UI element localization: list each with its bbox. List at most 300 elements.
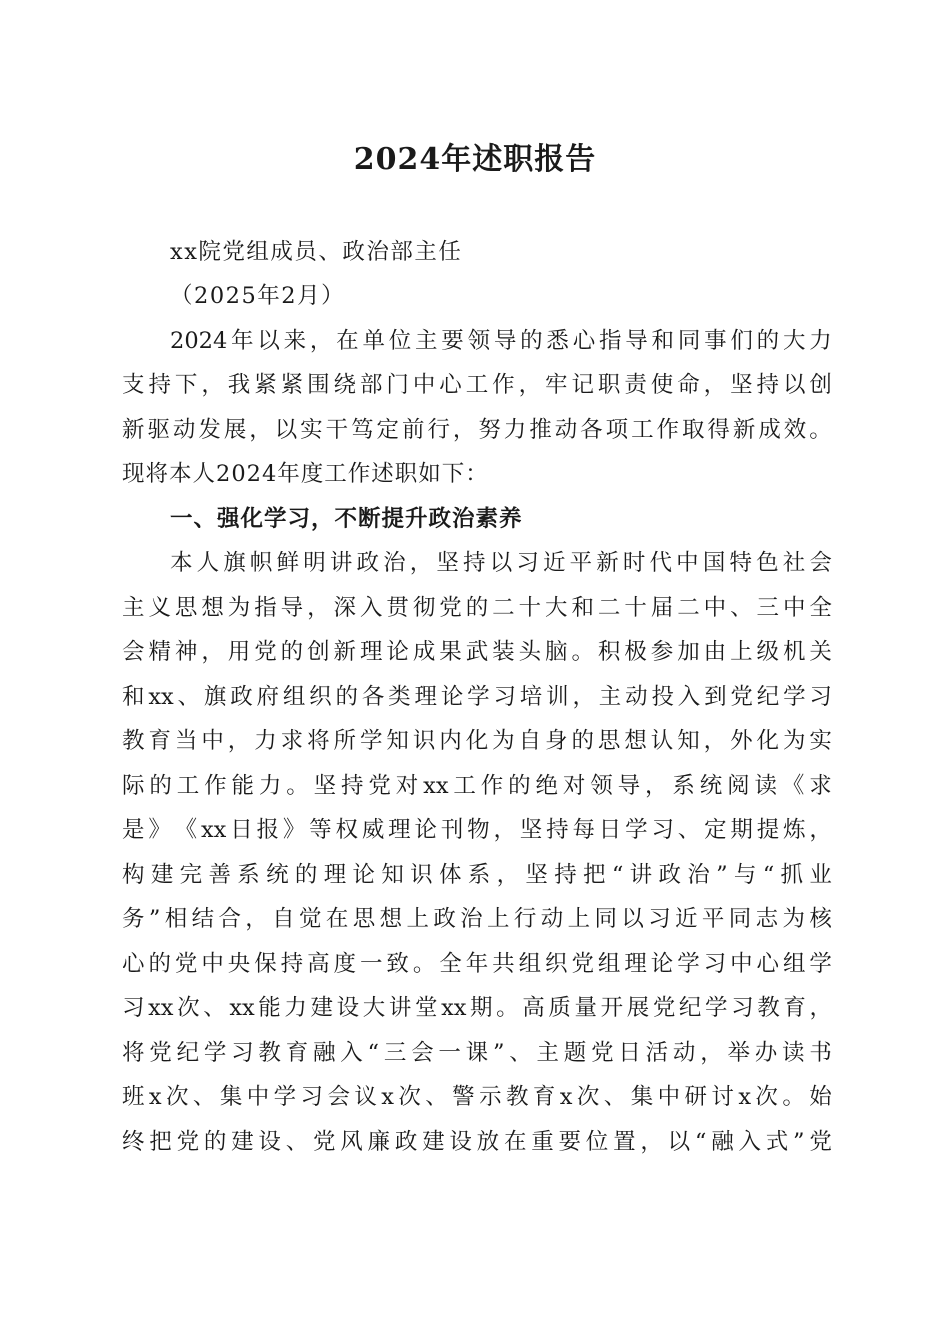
glyph: 国	[702, 550, 726, 576]
glyph: 学	[467, 684, 490, 710]
glyph: 书	[809, 1040, 832, 1066]
glyph: 深	[333, 595, 357, 621]
glyph: 始	[809, 1084, 832, 1110]
glyph: 理	[323, 862, 347, 888]
glyph: 化	[756, 728, 780, 754]
glyph: 记	[571, 372, 594, 398]
glyph: 题	[563, 1040, 587, 1066]
glyph: 年	[231, 328, 254, 354]
glyph: 抓	[780, 862, 804, 888]
glyph: 特	[729, 550, 752, 576]
glyph: 共	[492, 951, 515, 977]
glyph: 在	[503, 1129, 527, 1155]
glyph: 实	[809, 728, 832, 754]
glyph: 取	[681, 417, 705, 443]
glyph: 的	[203, 1129, 227, 1155]
glyph: 彻	[412, 595, 436, 621]
glyph: 将	[122, 1040, 145, 1066]
paragraph-line	[122, 408, 832, 452]
glyph: ”	[716, 862, 728, 888]
glyph: 平	[701, 906, 725, 932]
glyph: 为	[782, 906, 805, 932]
glyph: 入	[677, 684, 701, 710]
section-heading: 一、强化学习，不断提升政治素养	[170, 506, 523, 532]
glyph: 想	[201, 595, 224, 621]
glyph: 使	[650, 372, 674, 398]
glyph: 习	[516, 550, 539, 576]
glyph: 求	[280, 728, 304, 754]
glyph: 度	[333, 951, 357, 977]
glyph: xx	[441, 995, 467, 1021]
glyph: 自	[518, 728, 542, 754]
glyph: 致	[386, 951, 409, 977]
glyph: xx	[423, 773, 449, 799]
glyph: 动	[554, 417, 578, 443]
glyph: 部	[359, 372, 383, 398]
glyph: 习	[231, 1040, 254, 1066]
glyph: 讨	[711, 1084, 734, 1110]
paragraph-line	[122, 986, 832, 1030]
glyph: 入	[359, 595, 383, 621]
glyph: ，	[703, 372, 727, 398]
glyph: 知	[386, 728, 409, 754]
glyph: 的	[465, 595, 489, 621]
glyph: ，	[496, 862, 520, 888]
glyph: 用	[227, 639, 251, 665]
glyph: 时	[622, 550, 646, 576]
glyph: 期	[470, 995, 493, 1021]
glyph: 培	[519, 684, 543, 710]
glyph: 能	[231, 773, 255, 799]
glyph: 、	[730, 595, 753, 621]
glyph: 廉	[367, 1129, 391, 1155]
paragraph-line	[122, 764, 832, 808]
glyph: 精	[148, 639, 171, 665]
glyph: 导	[617, 773, 641, 799]
glyph: 学	[705, 995, 728, 1021]
glyph: 党	[254, 639, 277, 665]
glyph: 主	[536, 1040, 560, 1066]
glyph: 大	[545, 595, 568, 621]
glyph: 心	[756, 951, 780, 977]
glyph: 主	[415, 328, 438, 354]
glyph: 治	[460, 906, 483, 932]
glyph: 效	[783, 417, 807, 443]
glyph: xx	[148, 684, 174, 710]
glyph: 在	[336, 328, 359, 354]
glyph: 鲜	[276, 550, 300, 576]
glyph: 工	[176, 773, 200, 799]
paragraph-line	[122, 586, 832, 630]
glyph: 识	[412, 728, 436, 754]
glyph: 系	[672, 773, 695, 799]
glyph: 近	[675, 906, 698, 932]
glyph: 入	[340, 1040, 363, 1066]
glyph: 领	[590, 773, 613, 799]
glyph: 次	[177, 995, 200, 1021]
glyph: 政	[356, 550, 379, 576]
glyph: 类	[388, 684, 411, 710]
glyph: 心	[572, 328, 596, 354]
glyph: ，	[700, 1040, 723, 1066]
glyph: 以	[621, 906, 644, 932]
glyph: 讲	[329, 550, 353, 576]
glyph: 新	[596, 550, 619, 576]
glyph: 创	[307, 639, 330, 665]
glyph: 育	[783, 995, 806, 1021]
glyph: 创	[809, 372, 832, 398]
glyph: 的	[756, 328, 780, 354]
glyph: ，	[227, 728, 251, 754]
glyph: 示	[479, 1084, 502, 1110]
glyph: 党	[174, 951, 198, 977]
glyph: 习	[122, 995, 145, 1021]
glyph: 旗	[203, 684, 227, 710]
glyph: 们	[730, 328, 753, 354]
glyph: 织	[309, 684, 332, 710]
glyph: 事	[704, 328, 727, 354]
glyph: 体	[438, 862, 462, 888]
glyph: 二	[492, 595, 515, 621]
glyph: 治	[687, 862, 710, 888]
glyph: 投	[651, 684, 674, 710]
glyph: ，	[518, 372, 542, 398]
glyph: 领	[467, 328, 491, 354]
glyph: 发	[198, 417, 221, 443]
glyph: 讲	[629, 862, 653, 888]
glyph: 力	[809, 328, 832, 354]
glyph: 各	[580, 417, 603, 443]
glyph: 。	[809, 417, 832, 443]
document-title: 2024年述职报告	[353, 142, 597, 177]
glyph: 次	[576, 1084, 600, 1110]
glyph: 二	[677, 595, 700, 621]
glyph: 、	[603, 1084, 627, 1110]
glyph: 党	[439, 595, 462, 621]
glyph: 融	[312, 1040, 336, 1066]
glyph: 建	[150, 862, 174, 888]
glyph: 识	[410, 862, 433, 888]
glyph: 十	[518, 595, 542, 621]
glyph: 思	[597, 728, 621, 754]
glyph: 实	[300, 417, 323, 443]
glyph: 》	[282, 817, 306, 843]
glyph: 。	[782, 1084, 805, 1110]
glyph: “	[367, 1040, 380, 1066]
glyph: 持	[554, 862, 577, 888]
glyph: 中	[782, 595, 806, 621]
glyph: 十	[624, 595, 647, 621]
glyph: 上	[730, 639, 753, 665]
glyph: 主	[598, 684, 622, 710]
paragraph-line	[170, 541, 832, 585]
glyph: 人	[196, 550, 220, 576]
glyph: 把	[149, 1129, 172, 1155]
glyph: 府	[256, 684, 280, 710]
glyph: 内	[439, 728, 462, 754]
glyph: 置	[613, 1129, 636, 1155]
glyph: xx	[148, 995, 174, 1021]
glyph: 学	[783, 684, 806, 710]
glyph: 、	[285, 1129, 309, 1155]
glyph: 为	[227, 595, 251, 621]
glyph: 重	[531, 1129, 554, 1155]
glyph: 核	[809, 906, 832, 932]
glyph: 论	[352, 862, 376, 888]
glyph: 务	[122, 906, 145, 932]
glyph: 悉	[546, 328, 569, 354]
glyph: 会	[122, 639, 145, 665]
glyph: 大	[362, 995, 386, 1021]
glyph: 物	[467, 817, 490, 843]
glyph: 加	[677, 639, 700, 665]
glyph: 社	[782, 550, 806, 576]
glyph: 党	[809, 1129, 832, 1155]
glyph: 上	[406, 906, 429, 932]
glyph: 的	[280, 639, 304, 665]
glyph: 色	[756, 550, 779, 576]
glyph: 主	[122, 595, 145, 621]
glyph: ，	[201, 639, 224, 665]
glyph: ，	[452, 417, 476, 443]
glyph: 班	[122, 1084, 145, 1110]
glyph: 警	[452, 1084, 475, 1110]
glyph: 高	[522, 995, 545, 1021]
glyph: 能	[258, 995, 281, 1021]
glyph: 持	[756, 372, 780, 398]
glyph: 、	[425, 1084, 448, 1110]
glyph: 设	[258, 1129, 281, 1155]
glyph: 习	[703, 951, 727, 977]
glyph: 次	[166, 1084, 189, 1110]
glyph: 会	[809, 550, 832, 576]
glyph: 组	[782, 951, 806, 977]
glyph: 门	[386, 372, 409, 398]
paragraph-line	[122, 1075, 832, 1119]
glyph: 教	[258, 1040, 281, 1066]
glyph: 指	[598, 328, 622, 354]
glyph: 全	[439, 951, 462, 977]
glyph: 善	[208, 862, 231, 888]
glyph: 在	[325, 906, 349, 932]
glyph: 等	[309, 817, 332, 843]
glyph: 、	[177, 684, 201, 710]
glyph: 的	[520, 328, 543, 354]
glyph: 日	[598, 817, 622, 843]
glyph: 新	[333, 639, 357, 665]
glyph: 定	[376, 417, 400, 443]
glyph: 高	[307, 951, 330, 977]
paragraph-line	[122, 1120, 832, 1164]
glyph: 党	[591, 1040, 614, 1066]
glyph: 中	[730, 951, 753, 977]
glyph: 集	[630, 1084, 654, 1110]
glyph: 驱	[147, 417, 170, 443]
glyph: 、	[203, 995, 226, 1021]
glyph: 位	[388, 328, 412, 354]
glyph: 报	[256, 817, 280, 843]
glyph: 集	[219, 1084, 243, 1110]
glyph: 理	[359, 639, 383, 665]
glyph: 同	[728, 906, 752, 932]
glyph: 紧	[280, 372, 304, 398]
paragraph-line	[170, 319, 832, 363]
glyph: 相	[164, 906, 188, 932]
glyph: 举	[727, 1040, 750, 1066]
glyph: 旗	[223, 550, 246, 576]
glyph: 理	[388, 817, 411, 843]
glyph: 组	[597, 951, 621, 977]
glyph: 育	[148, 728, 171, 754]
glyph: 持	[341, 773, 364, 799]
glyph: 推	[529, 417, 552, 443]
glyph: ，	[493, 817, 516, 843]
glyph: 读	[782, 1040, 805, 1066]
glyph: 威	[361, 817, 385, 843]
glyph: 帜	[249, 550, 273, 576]
glyph: 导	[280, 595, 304, 621]
glyph: 论	[386, 639, 409, 665]
glyph: 以	[782, 372, 806, 398]
glyph: 作	[656, 417, 680, 443]
glyph: 组	[518, 951, 542, 977]
glyph: 知	[381, 862, 404, 888]
glyph: 习	[731, 995, 754, 1021]
glyph: 阅	[727, 773, 750, 799]
glyph: “	[694, 1129, 707, 1155]
glyph: 得	[707, 417, 730, 443]
glyph: 际	[122, 773, 145, 799]
glyph: xx	[229, 995, 255, 1021]
glyph: 的	[294, 862, 318, 888]
glyph: 化	[465, 728, 489, 754]
glyph: 读	[754, 773, 778, 799]
glyph: 指	[254, 595, 277, 621]
glyph: 一	[359, 951, 383, 977]
glyph: 日	[618, 1040, 641, 1066]
glyph: 对	[562, 773, 586, 799]
glyph: 位	[585, 1129, 609, 1155]
glyph: x	[148, 1084, 162, 1110]
glyph: 自	[272, 906, 295, 932]
glyph: 把	[583, 862, 606, 888]
glyph: 会	[411, 1040, 434, 1066]
glyph: 想	[379, 906, 403, 932]
glyph: 党	[730, 684, 753, 710]
glyph: 政	[658, 862, 681, 888]
glyph: 党	[149, 1040, 172, 1066]
glyph: 我	[227, 372, 251, 398]
paragraph-line	[122, 1031, 832, 1075]
glyph: “	[762, 862, 775, 888]
glyph: 的	[148, 951, 171, 977]
glyph: 教	[122, 728, 145, 754]
glyph: 学	[203, 1040, 227, 1066]
glyph: ，	[809, 817, 832, 843]
paragraph-line	[122, 942, 832, 986]
glyph: 思	[352, 906, 376, 932]
glyph: 成	[758, 417, 781, 443]
glyph: 力	[254, 728, 277, 754]
glyph: 大	[782, 328, 806, 354]
glyph: 习	[300, 1084, 324, 1110]
glyph: 理	[414, 684, 437, 710]
glyph: 理	[624, 951, 647, 977]
glyph: 项	[605, 417, 629, 443]
glyph: 为	[492, 728, 515, 754]
glyph: 质	[548, 995, 571, 1021]
glyph: 《	[781, 773, 805, 799]
glyph: 支	[122, 372, 145, 398]
paragraph-line: 现将本人2024年度工作述职如下：	[122, 461, 489, 487]
glyph: 课	[465, 1040, 489, 1066]
glyph: 工	[453, 773, 476, 799]
glyph: 求	[809, 773, 832, 799]
glyph: 为	[782, 728, 806, 754]
glyph: ，	[245, 906, 268, 932]
glyph: 明	[303, 550, 326, 576]
glyph: 身	[545, 728, 568, 754]
glyph: 政	[394, 1129, 418, 1155]
glyph: 保	[254, 951, 277, 977]
glyph: 、	[509, 1040, 532, 1066]
glyph: 牢	[545, 372, 568, 398]
glyph: 刊	[440, 817, 464, 843]
glyph: 》	[148, 817, 171, 843]
glyph: 会	[327, 1084, 350, 1110]
glyph: 想	[624, 728, 647, 754]
glyph: 权	[335, 817, 359, 843]
glyph: 思	[174, 595, 198, 621]
glyph: 动	[172, 417, 196, 443]
glyph: 次	[755, 1084, 778, 1110]
glyph: 学	[625, 817, 648, 843]
glyph: 脑	[545, 639, 568, 665]
glyph: 导	[625, 328, 648, 354]
glyph: 以	[489, 550, 513, 576]
author-line: xx院党组成员、政治部主任	[170, 239, 463, 265]
glyph: 觉	[299, 906, 322, 932]
paragraph-line	[122, 363, 832, 407]
glyph: 统	[699, 773, 723, 799]
glyph: 极	[624, 639, 647, 665]
glyph: 动	[625, 684, 648, 710]
glyph: 的	[335, 684, 359, 710]
paragraph-line	[122, 853, 832, 897]
glyph: 贯	[386, 595, 409, 621]
glyph: 以	[274, 417, 298, 443]
glyph: 活	[645, 1040, 669, 1066]
glyph: 行	[513, 906, 537, 932]
glyph: ”	[793, 1129, 805, 1155]
glyph: 三	[383, 1040, 407, 1066]
glyph: xx	[200, 817, 227, 843]
glyph: 装	[492, 639, 515, 665]
glyph: 提	[756, 817, 780, 843]
glyph: 。	[286, 773, 309, 799]
glyph: 业	[809, 862, 832, 888]
glyph: 合	[218, 906, 241, 932]
glyph: 教	[505, 1084, 529, 1110]
glyph: 心	[122, 951, 145, 977]
glyph: 训	[546, 684, 569, 710]
glyph: 动	[672, 1040, 696, 1066]
glyph: 中	[657, 1084, 681, 1110]
glyph: 党	[368, 773, 391, 799]
glyph: 头	[518, 639, 542, 665]
glyph: 研	[684, 1084, 708, 1110]
glyph: 本	[170, 550, 193, 576]
